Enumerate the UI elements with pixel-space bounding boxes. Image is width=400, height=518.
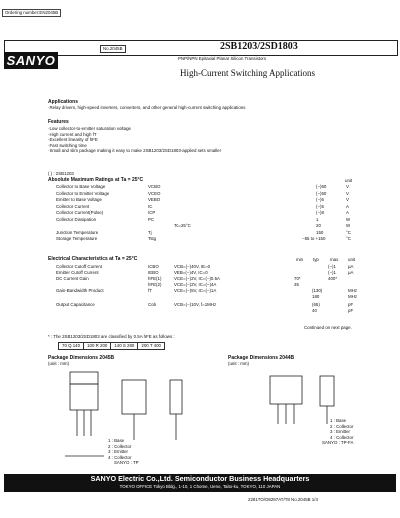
elec-col-max: max	[330, 257, 339, 262]
package-left-legend	[108, 438, 139, 466]
param-value: −55 to +150	[302, 236, 326, 241]
pin-legend-item: 3 : Emitter	[108, 449, 129, 455]
pin-legend-item: 4 : Collector	[108, 454, 132, 460]
param-max: (−)1	[328, 264, 336, 269]
param-unit: A	[346, 203, 349, 209]
elec-heading: Electrical Characteristics at Ta = 25°C	[48, 256, 138, 262]
param-unit: °C	[346, 229, 351, 235]
continued-note: Continued on next page.	[304, 325, 352, 330]
abs-max-row	[56, 184, 356, 190]
features-heading: Features	[48, 119, 69, 125]
param-unit: V	[346, 190, 349, 196]
param-value: (−)6	[316, 197, 324, 202]
package-body-front	[270, 376, 302, 404]
elec-row	[56, 294, 356, 300]
package-left-heading: Package Dimensions 2045B	[48, 355, 115, 361]
abs-max-row	[56, 223, 356, 229]
param-max: 400*	[328, 276, 338, 281]
param-unit: MHz	[348, 288, 358, 293]
abs-max-heading: Absolute Maximum Ratings at Ta = 25°C	[48, 177, 144, 183]
param-condition: VCE=(−)5V, IC=(−)1A	[174, 288, 217, 293]
param-max: (−)1	[328, 270, 336, 275]
package-body-side	[320, 376, 334, 406]
feature-item: ·High current and high fT	[48, 131, 97, 137]
param-typ: 180	[312, 294, 320, 299]
param-symbol: VEBO	[148, 197, 161, 202]
param-condition: VCB=(−)10V, f=1MHz	[174, 302, 217, 307]
applications-heading: Applications	[48, 99, 79, 105]
param-unit: pF	[348, 302, 354, 307]
param-symbol: ICP	[148, 210, 156, 215]
feature-item: ·Small and slim package making it easy to make 2SB1203/2SD1803-applied sets smaller	[48, 148, 222, 154]
param-typ: (65)	[312, 302, 320, 307]
feature-item: ·Excellent linearity of hFE	[48, 137, 98, 143]
param-symbol: ICBO	[148, 264, 159, 269]
param-condition: VCE=(−)2V, IC=(−)4A	[174, 282, 217, 287]
param-name: Collector to Emitter Voltage	[56, 190, 110, 196]
elec-col-typ: typ	[313, 257, 319, 262]
param-name: Output Capacitance	[56, 302, 95, 307]
rank-cell: 100 R 200	[84, 343, 111, 349]
footer-band	[4, 474, 396, 492]
package-body-front	[70, 384, 98, 410]
abs-max-unit-header: unit	[345, 178, 353, 183]
pin-legend-item: 1 : Base	[108, 438, 125, 443]
ordering-number: Ordering number:EN2045B	[2, 9, 61, 17]
param-unit: V	[346, 197, 349, 202]
rank-cell: 200 T 400	[138, 343, 165, 349]
param-unit: W	[346, 223, 351, 228]
param-unit: MHz	[348, 294, 358, 299]
param-unit: W	[346, 216, 351, 222]
param-condition: VEB=(−)4V, IC=0	[174, 270, 208, 275]
param-condition: VCE=(−)2V, IC=(−)0.5A	[174, 276, 220, 281]
doc-number: No.2045B	[100, 45, 126, 53]
package-right-legend	[322, 418, 354, 446]
param-symbol: PC	[148, 216, 155, 222]
param-typ: (130)	[312, 288, 323, 293]
param-value: (−)8	[316, 210, 324, 215]
elec-row	[56, 308, 356, 314]
title: High-Current Switching Applications	[180, 68, 315, 78]
abs-max-row	[56, 236, 356, 242]
param-unit: V	[346, 184, 349, 189]
param-symbol: Tstg	[148, 236, 157, 241]
package-code: SANYO : TP-FA	[322, 440, 354, 446]
features-list	[48, 126, 221, 154]
elec-col-unit: unit	[348, 257, 356, 262]
param-value: (−)60	[316, 184, 327, 189]
param-name: Emitter to Base Voltage	[56, 197, 102, 202]
abs-max-row	[56, 230, 356, 236]
footer-code: 2281TO/O8297AT/T8 No.2045B 1/4	[248, 497, 318, 502]
param-unit: °C	[346, 236, 351, 241]
elec-col-min: min	[296, 257, 304, 262]
elec-table	[56, 264, 356, 322]
param-unit: μA	[348, 264, 354, 269]
b-note: ( ) : 2SB1203	[48, 171, 74, 176]
footer-address: TOKYO OFFICE Tokyo Bldg., 1-10, 1 Chome, Ueno, Taito-ku, TOKYO, 110 JAPAN	[119, 484, 281, 489]
pin-legend-item: 1 : Base	[330, 418, 347, 423]
pin-legend-item: 3 : Emitter	[330, 429, 351, 435]
abs-max-table	[56, 184, 356, 244]
header-band	[4, 40, 398, 56]
package-body-side	[122, 380, 146, 414]
feature-item: ·Fast switching time	[48, 142, 87, 148]
param-name: Collector Dissipation	[56, 216, 97, 222]
rank-table	[58, 342, 165, 350]
package-right-heading: Package Dimensions 2044B	[228, 355, 295, 361]
param-typ: 40	[312, 308, 317, 313]
param-value: 1	[316, 216, 319, 222]
param-name: DC Current Gain	[56, 276, 89, 281]
param-value: 150	[316, 229, 324, 235]
param-name: Collector Current(Pulse)	[56, 210, 104, 215]
param-unit: μA	[348, 270, 354, 275]
param-value: (−)50	[316, 190, 327, 196]
abs-max-row	[56, 197, 356, 203]
pin-legend-item: 2 : Collector	[330, 423, 354, 429]
param-name: Collector Cutoff Current	[56, 264, 103, 269]
abs-max-row	[56, 191, 356, 197]
abs-max-row	[56, 210, 356, 216]
param-unit: A	[346, 210, 349, 215]
package-left-drawing	[60, 366, 220, 468]
subtitle: PNP/NPN Epitaxial Planar Silicon Transistors	[178, 56, 267, 61]
param-symbol: fT	[148, 288, 152, 293]
package-body-end	[170, 380, 182, 414]
abs-max-row	[56, 217, 356, 223]
param-condition: VCB=(−)40V, IE=0	[174, 264, 211, 269]
param-value: (−)5	[316, 203, 324, 209]
param-symbol: hFE(1)	[148, 276, 162, 281]
param-name: Junction Temperature	[56, 229, 99, 235]
abs-max-row	[56, 204, 356, 210]
sanyo-logo: SANYO	[4, 52, 58, 69]
package-code: SANYO : TP	[114, 460, 139, 466]
param-value: 20	[316, 223, 321, 228]
param-name: Storage Temperature	[56, 236, 98, 241]
classification-note: * : The 2SB1203/2SD1803 are classified by 0.5A hFE as follows :	[48, 334, 175, 339]
param-symbol: Cob	[148, 302, 157, 307]
param-symbol: VCBO	[148, 184, 161, 189]
feature-item: ·Low collector-to-emitter saturation voltage	[48, 126, 131, 131]
param-condition: Tc=25°C	[174, 223, 191, 228]
param-symbol: hFE(2)	[148, 282, 162, 287]
param-symbol: VCEO	[148, 190, 161, 196]
param-name: Collector Current	[56, 203, 90, 209]
param-min: 35	[294, 282, 299, 287]
rank-cell: 70 Q 140	[59, 343, 84, 349]
param-symbol: IC	[148, 203, 153, 209]
footer-company: SANYO Electric Co.,Ltd. Semiconductor Business Headquarters	[90, 474, 310, 483]
param-symbol: IEBO	[148, 270, 159, 275]
param-name: Collector to Base Voltage	[56, 184, 106, 189]
applications-text: ·Relay drivers, high-speed inverters, converters, and other general high-current switching applications	[48, 105, 246, 110]
param-unit: pF	[348, 308, 354, 313]
package-left-unit: (unit : mm)	[48, 361, 69, 366]
package-right-unit: (unit : mm)	[228, 361, 249, 366]
param-name: Gain-Bandwidth Product	[56, 288, 104, 293]
pin-legend-item: 2 : Collector	[108, 443, 132, 449]
pin-legend-item: 4 : Collector	[330, 434, 354, 440]
param-symbol: Tj	[148, 229, 152, 235]
param-name: Emitter Cutoff Current	[56, 270, 99, 275]
package-tab	[70, 372, 98, 384]
part-numbers: 2SB1203/2SD1803	[220, 41, 298, 52]
rank-cell: 140 S 280	[111, 343, 138, 349]
param-min: 70*	[294, 276, 301, 281]
